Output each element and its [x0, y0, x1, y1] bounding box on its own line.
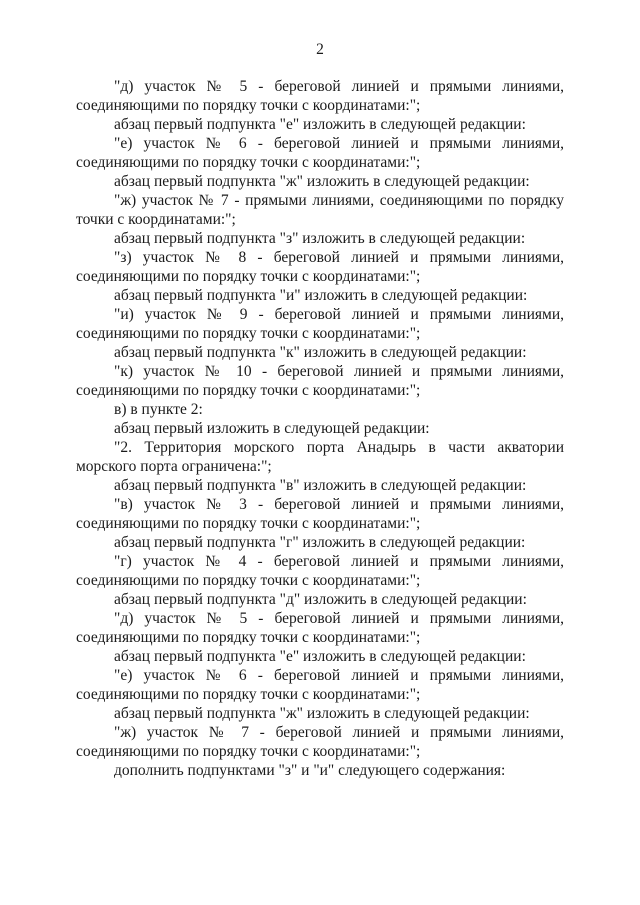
paragraph: абзац первый подпункта "г" изложить в следующей редакции: [114, 534, 526, 551]
paragraph: "ж) участок № 7 - береговой линией и прямыми линиями, соединяющими по порядку точки с координатами:"; [76, 724, 564, 760]
paragraph: абзац первый подпункта "ж" изложить в следующей редакции: [114, 705, 530, 722]
paragraph: дополнить подпунктами "з" и "и" следующего содержания: [114, 762, 506, 779]
paragraph: абзац первый подпункта "ж" изложить в следующей редакции: [114, 173, 530, 190]
paragraph: "ж) участок № 7 - прямыми линиями, соединяющими по порядку точки с координатами:"; [76, 192, 564, 228]
paragraph: абзац первый подпункта "и" изложить в следующей редакции: [114, 287, 528, 304]
paragraph: в) в пункте 2: [114, 401, 203, 418]
paragraph: абзац первый подпункта "з" изложить в следующей редакции: [114, 230, 526, 247]
paragraph: "з) участок № 8 - береговой линией и прямыми линиями, соединяющими по порядку точки с координатами:"; [76, 249, 564, 285]
paragraph: "е) участок № 6 - береговой линией и прямыми линиями, соединяющими по порядку точки с координатами:"; [76, 135, 564, 171]
paragraph: абзац первый подпункта "е" изложить в следующей редакции: [114, 116, 526, 133]
paragraph: "2. Территория морского порта Анадырь в части акватории морского порта ограничена:"; [76, 439, 564, 475]
document-body [76, 77, 564, 780]
paragraph: абзац первый подпункта "д" изложить в следующей редакции: [114, 591, 527, 608]
paragraph: "д) участок № 5 - береговой линией и прямыми линиями, соединяющими по порядку точки с координатами:"; [76, 78, 564, 114]
paragraph: "к) участок № 10 - береговой линией и прямыми линиями, соединяющими по порядку точки с координатами:"; [76, 363, 564, 399]
paragraph: абзац первый подпункта "к" изложить в следующей редакции: [114, 344, 527, 361]
paragraph: "г) участок № 4 - береговой линией и прямыми линиями, соединяющими по порядку точки с координатами:"; [76, 553, 564, 589]
paragraph: "в) участок № 3 - береговой линией и прямыми линиями, соединяющими по порядку точки с координатами:"; [76, 496, 564, 532]
page-number: 2 [316, 41, 324, 58]
paragraph: абзац первый изложить в следующей редакции: [114, 420, 430, 437]
paragraph: "д) участок № 5 - береговой линией и прямыми линиями, соединяющими по порядку точки с координатами:"; [76, 610, 564, 646]
paragraph: "е) участок № 6 - береговой линией и прямыми линиями, соединяющими по порядку точки с координатами:"; [76, 667, 564, 703]
paragraph: абзац первый подпункта "е" изложить в следующей редакции: [114, 648, 526, 665]
paragraph: абзац первый подпункта "в" изложить в следующей редакции: [114, 477, 527, 494]
paragraph: "и) участок № 9 - береговой линией и прямыми линиями, соединяющими по порядку точки с координатами:"; [76, 306, 564, 342]
